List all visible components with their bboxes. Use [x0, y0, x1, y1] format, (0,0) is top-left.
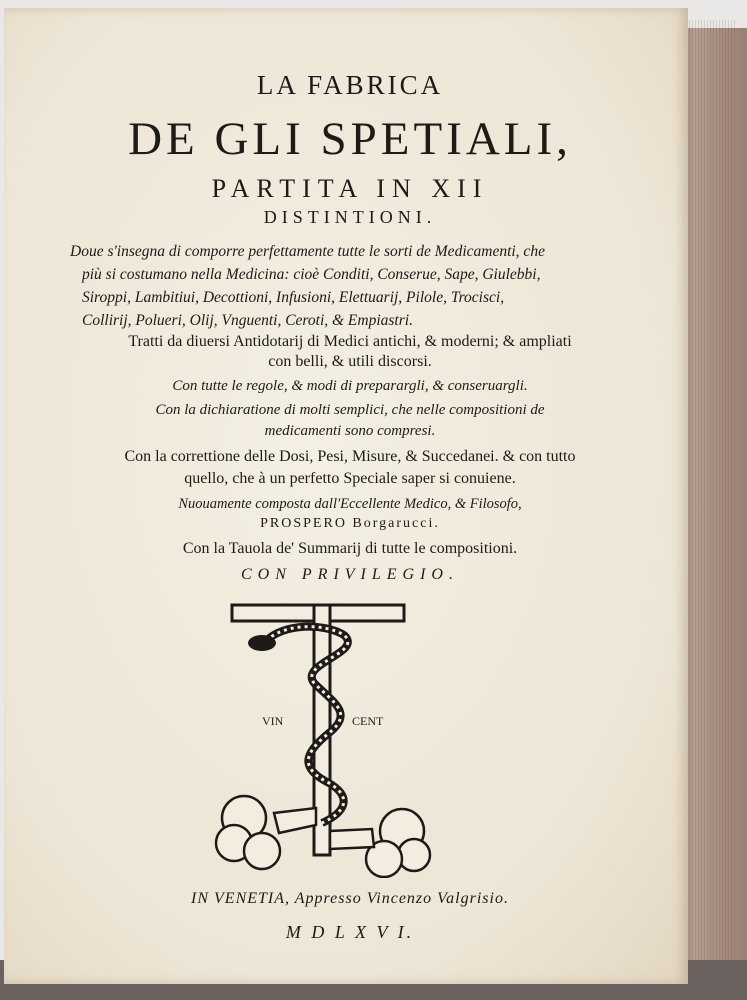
description-line: Collirij, Polueri, Olij, Vnguenti, Ceroti, & Empiastri.: [82, 312, 413, 329]
title-line-4: DISTINTIONI.: [263, 207, 437, 227]
description-line: Siroppi, Lambitiui, Decottioni, Infusioni, Elettuarij, Pilole, Trocisci,: [82, 289, 505, 306]
tauola-line: Con la Tauola de' Summarij di tutte le compositioni.: [182, 540, 518, 557]
description-line: più si costumano nella Medicina: cioè Conditi, Conserue, Sape, Giulebbi,: [82, 266, 541, 283]
privilegio-line: CON PRIVILEGIO.: [241, 566, 459, 583]
tratti-line: con belli, & utili discorsi.: [268, 353, 432, 370]
dichiaratione-line: medicamenti sono compresi.: [264, 423, 436, 439]
motto-right: CENT: [352, 714, 384, 728]
regole-line: Con tutte le regole, & modi di preparargli, & conseruargli.: [172, 378, 528, 394]
correttione-line: quello, che à un perfetto Speciale saper si conuiene.: [184, 470, 516, 487]
cloud-right-hand-icon: [330, 809, 430, 877]
title-main: DE GLI SPETIALI,: [128, 113, 572, 165]
year-line: M D L X V I.: [285, 922, 415, 942]
description-paragraph: [70, 240, 620, 332]
title-page: [4, 8, 688, 984]
motto-left: VIN: [262, 714, 284, 728]
dichiaratione-line: Con la dichiaratione di molti semplici, che nelle compositioni de: [155, 402, 545, 418]
tratti-line: Tratti da diuersi Antidotarij di Medici antichi, & moderni; & ampliati: [128, 333, 572, 350]
title-line-3: PARTITA IN XII: [211, 174, 489, 203]
printer-device-woodcut: [204, 593, 444, 878]
author-name: PROSPERO Borgarucci.: [260, 516, 440, 531]
title-line-1: LA FABRICA: [256, 70, 444, 100]
correttione-line: Con la correttione delle Dosi, Pesi, Misure, & Succedanei. & con tutto: [124, 448, 576, 465]
cloud-left-hand-icon: [216, 796, 316, 869]
description-line: Doue s'insegna di comporre perfettamente tutte le sorti de Medicamenti, che: [70, 243, 545, 260]
imprint-line: IN VENETIA, Appresso Vincenzo Valgrisio.: [191, 890, 509, 907]
author-intro: Nuouamente composta dall'Eccellente Medico, & Filosofo,: [178, 496, 522, 512]
